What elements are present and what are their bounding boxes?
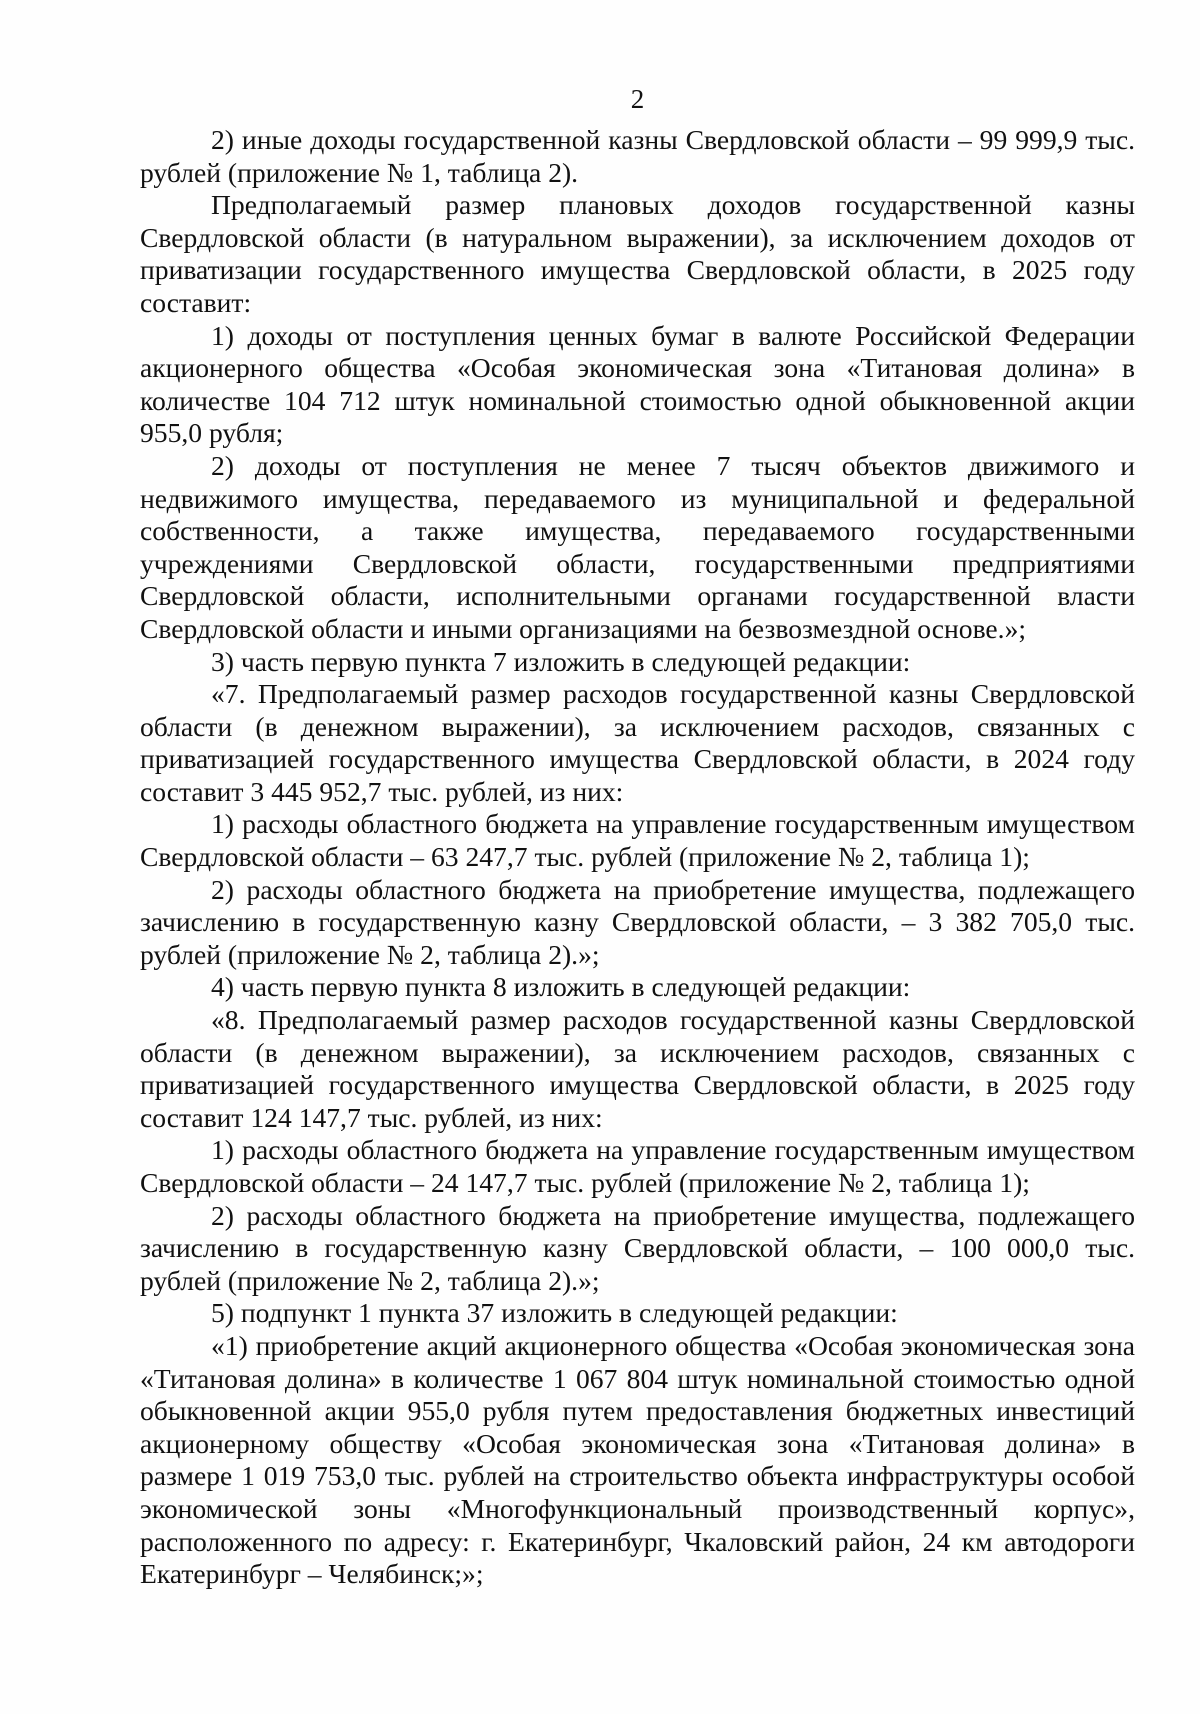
paragraph-7: 1) расходы областного бюджета на управление государственным имуществом Свердловской области – 63 247,7 тыс. рублей (приложение № 2, таблица 1); [140, 808, 1135, 873]
paragraph-1: 2) иные доходы государственной казны Свердловской области – 99 999,9 тыс. рублей (приложение № 1, таблица 2). [140, 124, 1135, 188]
paragraph-5: 3) часть первую пункта 7 изложить в следующей редакции: [211, 645, 911, 677]
paragraph-11: 1) расходы областного бюджета на управление государственным имуществом Свердловской области – 24 147,7 тыс. рублей (приложение № 2, таблица 1); [140, 1134, 1135, 1198]
paragraph-9: 4) часть первую пункта 8 изложить в следующей редакции: [211, 971, 911, 1003]
page-number: 2 [630, 84, 645, 114]
paragraph-3: 1) доходы от поступления ценных бумаг в валюте Российской Федерации акционерного общества «Особая экономическая зона «Титановая долина» в количестве 104 712 штук номинальной стоимостью одной обыкновенной акции 955,0 рубля; [140, 319, 1135, 449]
paragraph-10: «8. Предполагаемый размер расходов государственной казны Свердловской области (в денежном выражении), за исключением расходов, связанных с приватизацией государственного имущества Свердловской области, в 2025 году составит 124 147,7 тыс. рублей, из них: [140, 1004, 1135, 1133]
paragraph-13: 5) подпункт 1 пункта 37 изложить в следующей редакции: [211, 1297, 898, 1329]
paragraph-8: 2) расходы областного бюджета на приобретение имущества, подлежащего зачислению в государственную казну Свердловской области, – 3 382 705,0 тыс. рублей (приложение № 2, таблица 2).»; [140, 873, 1135, 970]
paragraph-12: 2) расходы областного бюджета на приобретение имущества, подлежащего зачислению в государственную казну Свердловской области, – 100 000,0 тыс. рублей (приложение № 2, таблица 2).»; [140, 1199, 1135, 1296]
paragraph-14: «1) приобретение акций акционерного общества «Особая экономическая зона «Титановая долина» в количестве 1 067 804 штук номинальной стоимостью одной обыкновенной акции 955,0 рубля путем предоставления бюджетных инвестиций акционерному обществу «Особая экономическая зона «Титановая долина» в размере 1 019 753,0 тыс. рублей на строительство объекта инфраструктуры особой экономической зоны «Многофункциональный производственный корпус», расположенного по адресу: г. Екатеринбург, Чкаловский район, 24 км автодороги Екатеринбург – Челябинск;»; [140, 1329, 1135, 1590]
paragraph-2: Предполагаемый размер плановых доходов государственной казны Свердловской области (в натуральном выражении), за исключением доходов от приватизации государственного имущества Свердловской области, в 2025 году составит: [140, 189, 1135, 318]
paragraph-4: 2) доходы от поступления не менее 7 тысяч объектов движимого и недвижимого имущества, передаваемого из муниципальной и федеральной собственности, а также имущества, передаваемого государственными учреждениями Свердловской области, государственными предприятиями Свердловской области, исполнительными органами государственной власти Свердловской области и иными организациями на безвозмездной основе.»; [140, 449, 1135, 644]
document-body [140, 124, 1135, 1591]
paragraph-6: «7. Предполагаемый размер расходов государственной казны Свердловской области (в денежном выражении), за исключением расходов, связанных с приватизацией государственного имущества Свердловской области, в 2024 году составит 3 445 952,7 тыс. рублей, из них: [140, 678, 1135, 807]
